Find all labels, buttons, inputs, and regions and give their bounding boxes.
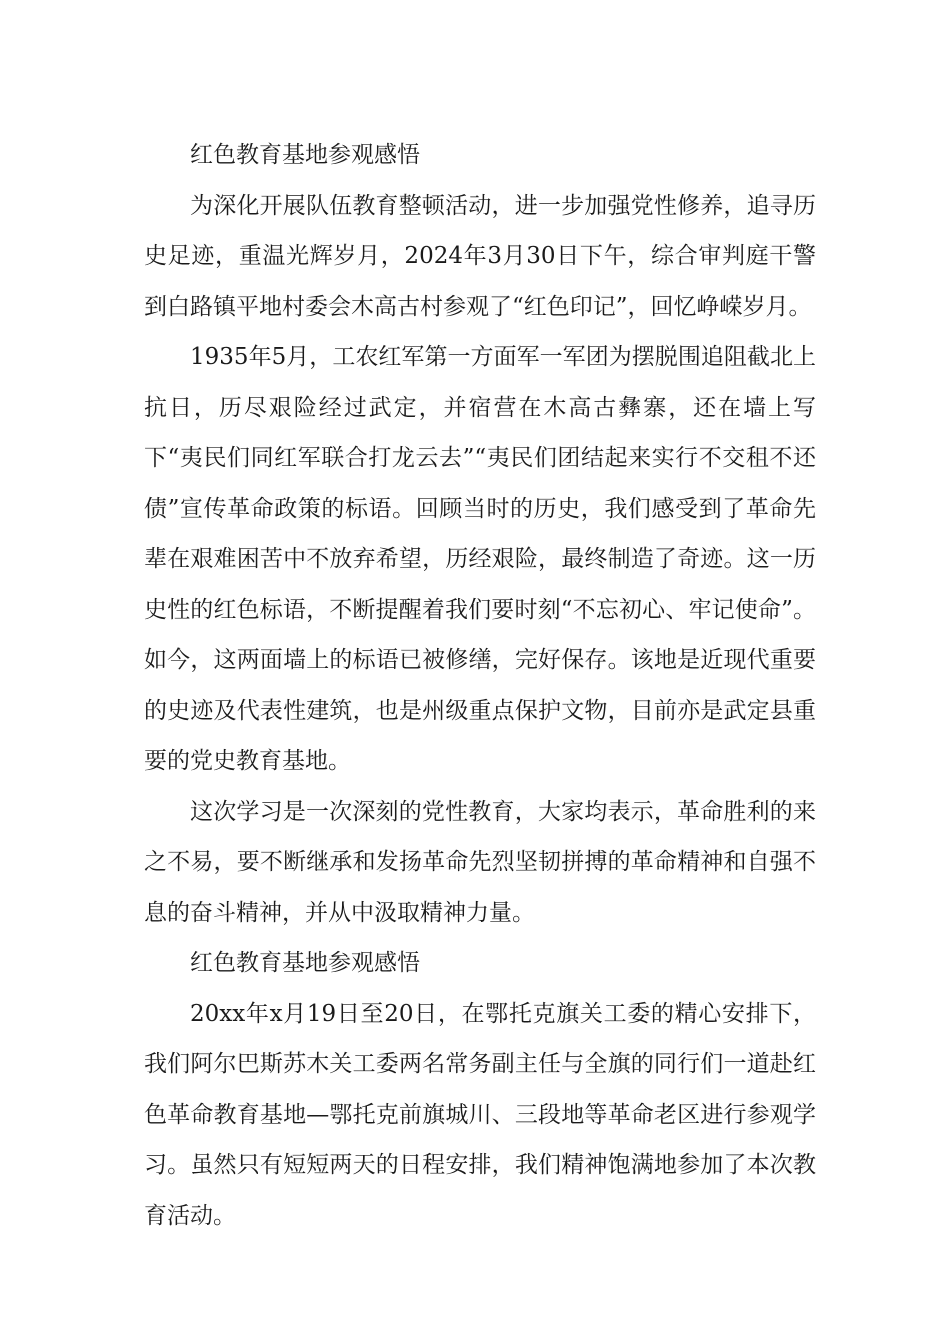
section-title: 红色教育基地参观感悟 (190, 142, 420, 168)
body-paragraph: 为深化开展队伍教育整顿活动，进一步加强党性修养，追寻历史足迹，重温光辉岁月，2024年3月30日下午，综合审判庭干警到白路镇平地村委会木高古村参观了“红色印记”，回忆峥嵘岁月。 (144, 192, 816, 320)
body-paragraph: 20xx年x月19日至20日，在鄂托克旗关工委的精心安排下，我们阿尔巴斯苏木关工委两名常务副主任与全旗的同行们一道赴红色革命教育基地—鄂托克前旗城川、三段地等革命老区进行参观学习。虽然只有短短两天的日程安排，我们精神饱满地参加了本次教育活动。 (144, 1000, 816, 1229)
body-paragraph: 这次学习是一次深刻的党性教育，大家均表示，革命胜利的来之不易，要不断继承和发扬革命先烈坚韧拼搏的革命精神和自强不息的奋斗精神，并从中汲取精神力量。 (144, 798, 816, 926)
document-body (144, 130, 816, 1241)
section-title: 红色教育基地参观感悟 (190, 950, 420, 976)
body-paragraph: 1935年5月，工农红军第一方面军一军团为摆脱围追阻截北上抗日，历尽艰险经过武定，并宿营在木高古彝寨，还在墙上写下“夷民们同红军联合打龙云去”“夷民们团结起来实行不交租不还债”宣传革命政策的标语。回顾当时的历史，我们感受到了革命先辈在艰难困苦中不放弃希望，历经艰险，最终制造了奇迹。这一历史性的红色标语，不断提醒着我们要时刻“不忘初心、牢记使命”。如今，这两面墙上的标语已被修缮，完好保存。该地是近现代重要的史迹及代表性建筑，也是州级重点保护文物，目前亦是武定县重要的党史教育基地。 (144, 344, 816, 774)
